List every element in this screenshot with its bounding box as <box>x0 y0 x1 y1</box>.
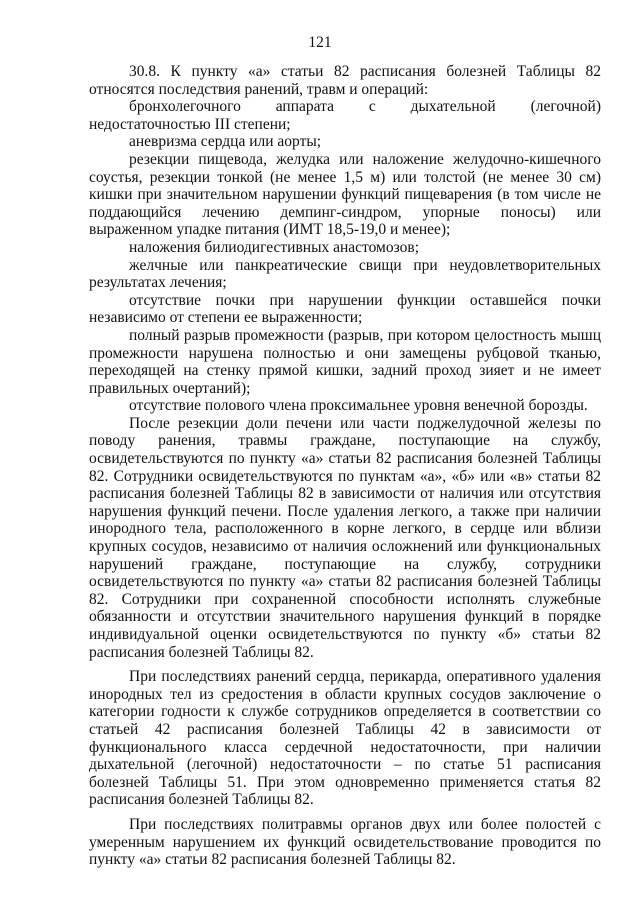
paragraph-heart-injuries: При последствиях ранений сердца, перикарда, оперативного удаления инородных тел из средостения в области крупных сосудов заключение о категории годности к службе сотрудников определяется в соответствии со статьей 42 расписания болезней Таблицы 42 в зависимости от функционального класса сердечной недостаточности, при наличии дыхательной (легочной) недостаточности – по статье 51 расписания болезней Таблицы 51. При этом одновременно применяется статья 82 расписания болезней Таблицы 82. <box>89 668 601 809</box>
paragraph-item-kidney: отсутствие почки при нарушении функции оставшейся почки независимо от степени ее выраженности; <box>89 291 601 327</box>
page-number: 121 <box>308 34 332 51</box>
paragraph-item-perineum: полный разрыв промежности (разрыв, при котором целостность мышц промежности нарушена полностью и они замещены рубцовой тканью, переходящей на стенку прямой кишки, задний проход зияет и не имеет правильных очертаний); <box>89 326 601 397</box>
paragraph-intro: 30.8. К пункту «а» статьи 82 расписания болезней Таблицы 82 относятся последствия ранений, травм и операций: <box>89 63 601 98</box>
paragraph-item-organ-absence: отсутствие полового члена проксимальнее уровня венечной борозды. <box>129 397 588 415</box>
paragraph-polytrauma: При последствиях политравмы органов двух или более полостей с умеренным нарушением их функций освидетельствование проводится по пункту «а» статьи 82 расписания болезней Таблицы 82. <box>89 815 601 869</box>
paragraph-item-aneurysm: аневризма сердца или аорты; <box>129 133 322 151</box>
paragraph-item-bronchopulmonary: бронхолегочного аппарата с дыхательной (легочной) недостаточностью III степени; <box>89 98 601 133</box>
paragraph-item-anastomoses: наложения билиодигестивных анастомозов; <box>129 238 420 256</box>
paragraph-item-fistulas: желчные или панкреатические свищи при неудовлетворительных результатах лечения; <box>89 256 601 292</box>
paragraph-liver-resection: После резекции доли печени или части поджелудочной железы по поводу ранения, травмы граждане, поступающие на службу, освидетельствуются по пункту «а» статьи 82 расписания болезней Таблицы 82. Сотрудники освидетельствуются по пунктам «а», «б» или «в» статьи 82 расписания болезней Таблицы 82 в зависимости от наличия или отсутствия нарушения функций печени. После удаления легкого, а также при наличии инородного тела, расположенного в корне легкого, в сердце или вблизи крупных сосудов, независимо от наличия осложнений или функциональных нарушений граждане, поступающие на службу, сотрудники освидетельствуются по пункту «а» статьи 82 расписания болезней Таблицы 82. Сотрудники при сохраненной способности исполнять служебные обязанности и отсутствии значительного нарушения функций в порядке индивидуальной оценки освидетельствуются по пункту «б» статьи 82 расписания болезней Таблицы 82. <box>89 414 601 661</box>
document-body <box>89 63 601 869</box>
paragraph-item-resection: резекции пищевода, желудка или наложение желудочно-кишечного соустья, резекции тонкой (не менее 1,5 м) или толстой (не менее 30 см) кишки при значительном нарушении функций пищеварения (в том числе не поддающийся лечению демпинг-синдром, упорные поносы) или выраженном упадке питания (ИМТ 18,5-19,0 и менее); <box>89 150 601 239</box>
